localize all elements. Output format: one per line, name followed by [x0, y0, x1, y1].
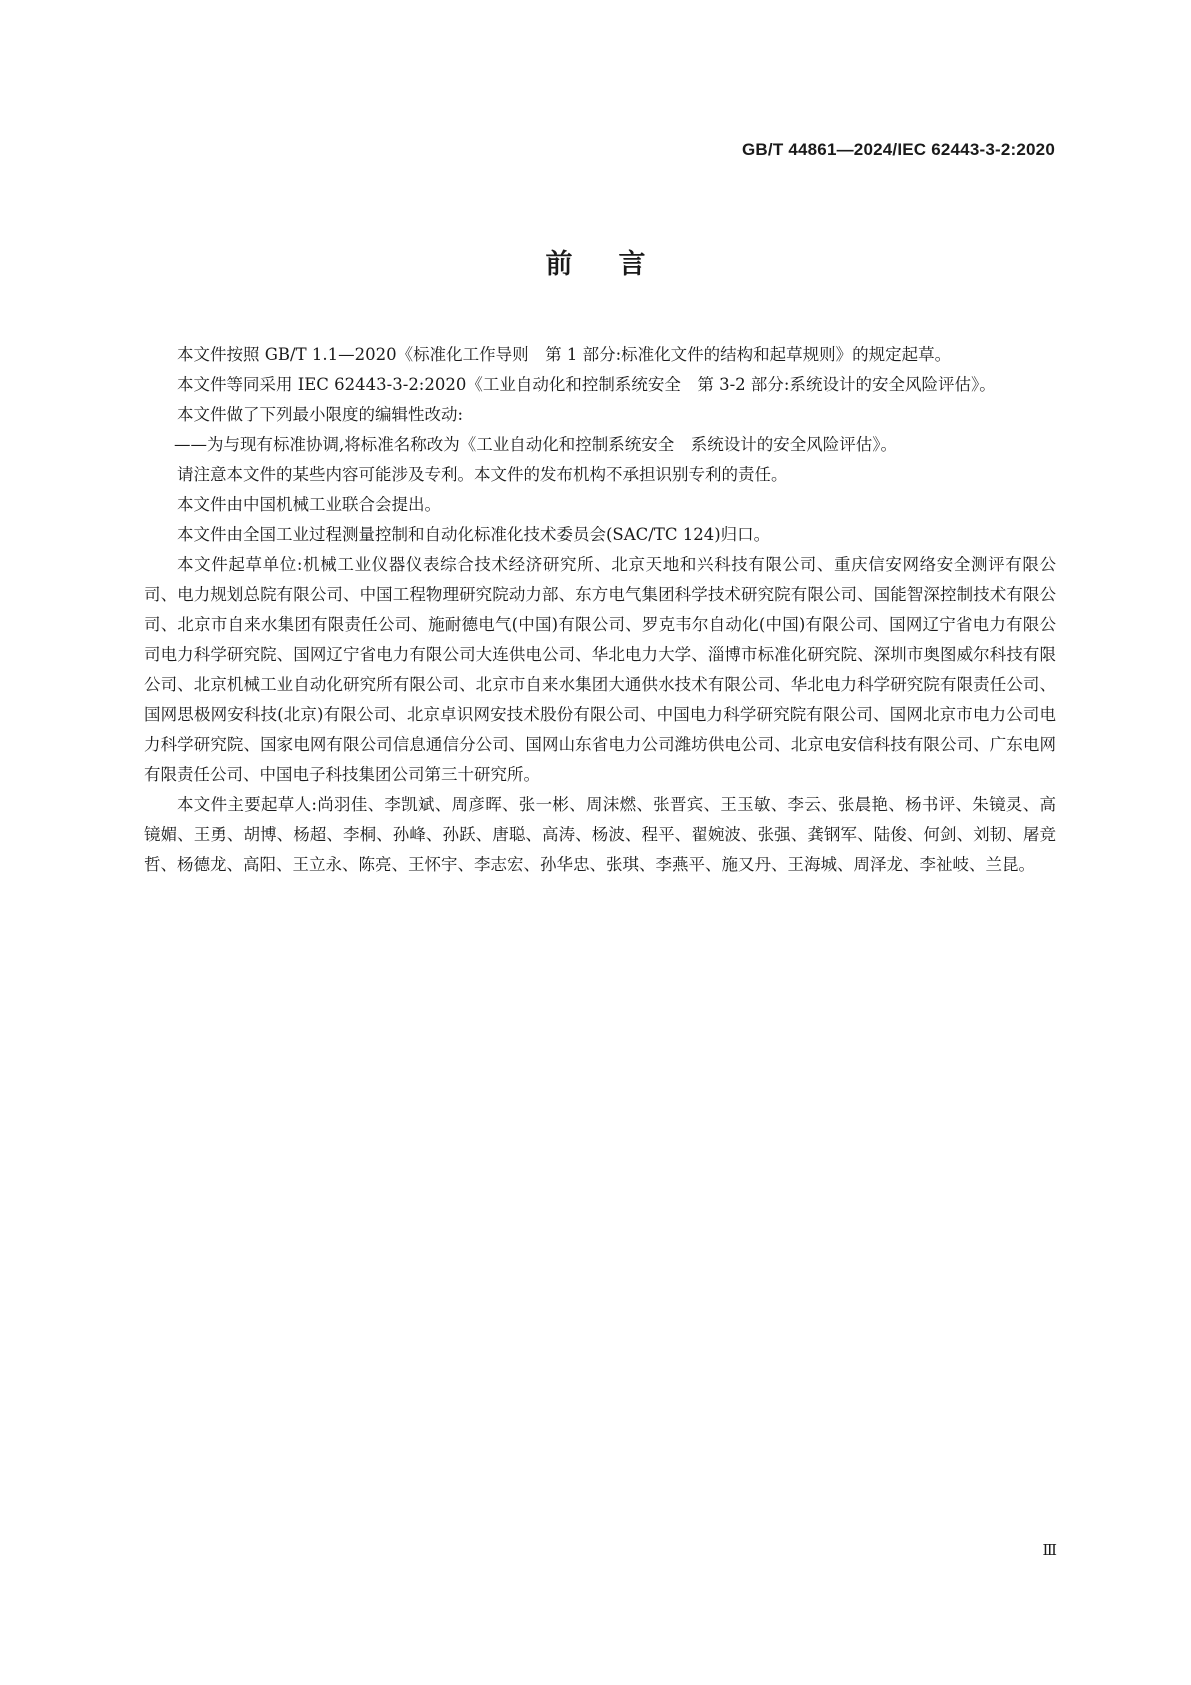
paragraph-drafting-organizations: 本文件起草单位:机械工业仪器仪表综合技术经济研究所、北京天地和兴科技有限公司、重庆信安网络安全测评有限公司、电力规划总院有限公司、中国工程物理研究院动力部、东方电气集团科学技术研究院有限公司、国能智深控制技术有限公司、北京市自来水集团有限责任公司、施耐德电气(中国)有限公司、罗克韦尔自动化(中国)有限公司、国网辽宁省电力有限公司电力科学研究院、国网辽宁省电力有限公司大连供电公司、华北电力大学、淄博市标准化研究院、深圳市奥图威尔科技有限公司、北京机械工业自动化研究所有限公司、北京市自来水集团大通供水技术有限公司、华北电力科学研究院有限责任公司、国网思极网安科技(北京)有限公司、北京卓识网安技术股份有限公司、中国电力科学研究院有限公司、国网北京市电力公司电力科学研究院、国家电网有限公司信息通信分公司、国网山东省电力公司潍坊供电公司、北京电安信科技有限公司、广东电网有限责任公司、中国电子科技集团公司第三十研究所。	[144, 555, 1056, 784]
paragraph-equivalent-adoption: 本文件等同采用 IEC 62443-3-2:2020《工业自动化和控制系统安全 第 3-2 部分:系统设计的安全风险评估》。	[177, 375, 996, 394]
page-title: 前言	[545, 249, 692, 280]
paragraph-proposed-by: 本文件由中国机械工业联合会提出。	[177, 495, 441, 514]
paragraph-drafting-rules: 本文件按照 GB/T 1.1—2020《标准化工作导则 第 1 部分:标准化文件的结构和起草规则》的规定起草。	[177, 345, 952, 364]
list-item-title-change: ——为与现有标准协调,将标准名称改为《工业自动化和控制系统安全 系统设计的安全风险评估》。	[174, 435, 897, 454]
page-number: Ⅲ	[1042, 1543, 1057, 1559]
paragraph-under-jurisdiction: 本文件由全国工业过程测量控制和自动化标准化技术委员会(SAC/TC 124)归口。	[177, 525, 771, 544]
paragraph-patent-notice: 请注意本文件的某些内容可能涉及专利。本文件的发布机构不承担识别专利的责任。	[177, 465, 788, 484]
document-body	[144, 340, 1056, 880]
document-code: GB/T 44861—2024/IEC 62443-3-2:2020	[742, 140, 1055, 159]
paragraph-drafters: 本文件主要起草人:尚羽佳、李凯斌、周彦晖、张一彬、周沫燃、张晋宾、王玉敏、李云、张晨艳、杨书评、朱镜灵、高镜媚、王勇、胡博、杨超、李桐、孙峰、孙跃、唐聪、高涛、杨波、程平、翟婉波、张强、龚钢军、陆俊、何剑、刘韧、屠竞哲、杨德龙、高阳、王立永、陈亮、王怀宇、李志宏、孙华忠、张琪、李燕平、施又丹、王海城、周泽龙、李祉岐、兰昆。	[144, 795, 1056, 874]
paragraph-editorial-changes: 本文件做了下列最小限度的编辑性改动:	[177, 405, 464, 424]
